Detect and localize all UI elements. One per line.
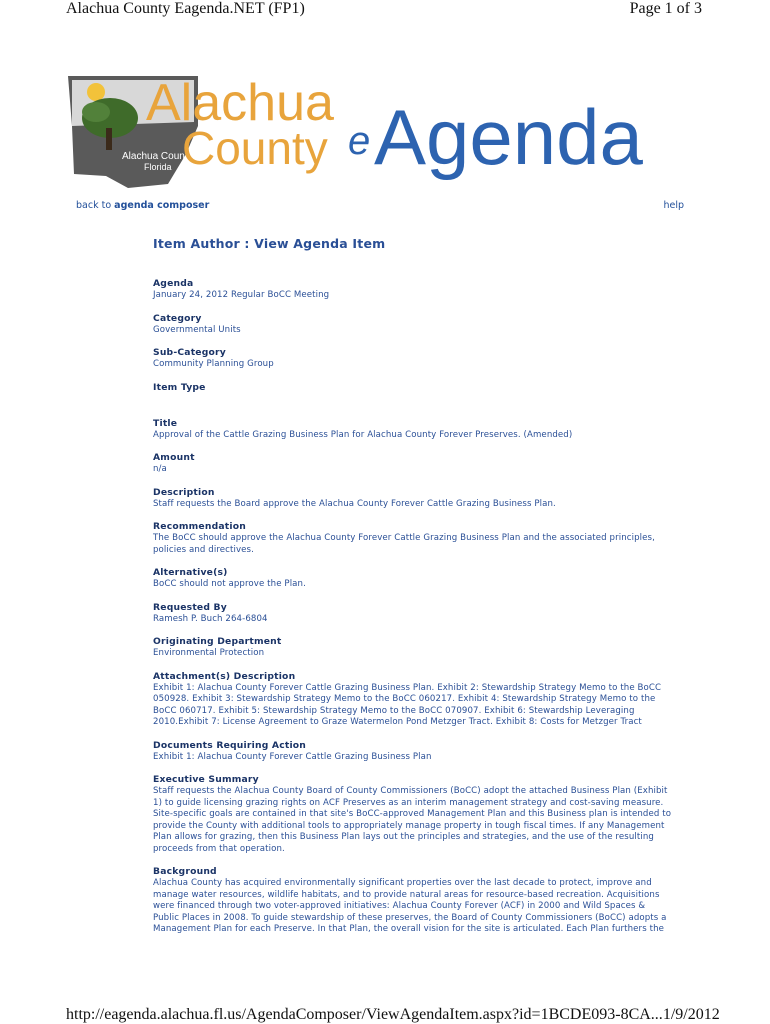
field-label: Attachment(s) Description <box>153 670 296 682</box>
logo-badge-line2: Florida <box>144 162 172 172</box>
field-value: Staff requests the Board approve the Alachua County Forever Cattle Grazing Business Plan. <box>153 498 556 509</box>
field-recommendation <box>153 521 673 556</box>
field-label: Executive Summary <box>153 774 259 785</box>
field-documents-requiring-action <box>153 740 673 764</box>
field-title <box>153 418 673 442</box>
field-label: Originating Department <box>153 636 282 647</box>
field-label: Item Type <box>153 381 206 393</box>
page-nav <box>76 200 684 211</box>
field-label: Sub-Category <box>153 347 226 358</box>
field-value: Exhibit 1: Alachua County Forever Cattle Grazing Business Plan. Exhibit 2: Stewardship Strategy Memo to the BoCC 050928. Exhibit 3: Stewardship Strategy Memo to the BoCC 060217. Exhibit 4: Stewardship Strategy Memo to the BoCC 060717. Exhibit 5: Stewardship Strategy Memo to the BoCC 070907. Exhibit 6: Stewardship Leveraging 2010.Exhibit 7: License Agreement to Graze Watermelon Pond Metzger Tract. Exhibit 8: Costs for Metzger Tract <box>153 682 662 727</box>
field-description <box>153 487 673 511</box>
logo-badge-line1: Alachua County, <box>122 151 195 162</box>
field-label: Documents Requiring Action <box>153 739 307 751</box>
field-value: Approval of the Cattle Grazing Business Plan for Alachua County Forever Preserves. (Amended) <box>153 429 573 440</box>
logo-text-county: County <box>182 122 328 174</box>
field-value: Alachua County has acquired environmentally significant properties over the last decade to protect, improve and manage water resources, wildlife habitats, and to provide natural areas for resource-based recreation. Acquisitions were financed through two voter-approved initiatives: Alachua County Forever (ACF) in 2000 and Wild Spaces & Public Places in 2008. To guide stewardship of these preserves, the Board of County Commissioners (BoCC) adopts a Management Plan for each Preserve. In that Plan, the overall vision for the site is articulated. Each Plan furthers the <box>153 878 667 934</box>
back-prefix: back to <box>76 200 112 211</box>
field-label: Agenda <box>153 278 194 289</box>
print-header-page: Page 1 of 3 <box>629 0 702 17</box>
page-title: Item Author : View Agenda Item <box>153 236 386 251</box>
field-category <box>153 313 673 337</box>
field-value: Ramesh P. Buch 264-6804 <box>153 613 268 624</box>
field-value: Governmental Units <box>153 324 241 335</box>
print-footer-date: 1/9/2012 <box>662 1006 720 1023</box>
print-header-title: Alachua County Eagenda.NET (FP1) <box>66 0 305 17</box>
field-executive-summary <box>153 774 673 855</box>
field-value: BoCC should not approve the Plan. <box>153 579 306 589</box>
field-value: Community Planning Group <box>153 359 274 369</box>
logo-text-agenda: Agenda <box>374 93 643 181</box>
agenda-composer-link[interactable]: agenda composer <box>114 200 210 211</box>
print-header <box>66 0 702 22</box>
field-attachments-description <box>153 671 673 729</box>
sun-icon <box>87 83 105 101</box>
field-item-type <box>153 382 673 394</box>
field-requested-by <box>153 602 673 626</box>
field-label: Recommendation <box>153 521 246 532</box>
tree-trunk-icon <box>106 128 112 150</box>
field-label: Amount <box>153 452 195 463</box>
print-footer <box>66 1006 720 1024</box>
field-value: Exhibit 1: Alachua County Forever Cattle Grazing Business Plan <box>153 751 432 762</box>
field-label: Alternative(s) <box>153 567 228 578</box>
field-label: Category <box>153 312 202 324</box>
field-amount <box>153 452 673 476</box>
help-link[interactable]: help <box>663 200 684 211</box>
print-footer-url: http://eagenda.alachua.fl.us/AgendaComposer/ViewAgendaItem.aspx?id=1BCDE093-8CA... <box>66 1006 663 1023</box>
field-alternatives <box>153 567 673 591</box>
field-value: January 24, 2012 Regular BoCC Meeting <box>153 290 330 300</box>
back-link-wrapper <box>76 200 209 211</box>
field-value: n/a <box>153 464 167 474</box>
field-originating-department <box>153 636 673 660</box>
field-label: Background <box>153 866 217 877</box>
field-label: Title <box>153 417 178 429</box>
field-value: Environmental Protection <box>153 648 265 658</box>
field-background <box>153 866 673 936</box>
field-agenda <box>153 278 673 302</box>
tree-canopy-icon <box>82 102 110 122</box>
agenda-item-content <box>153 236 673 947</box>
field-sub-category <box>153 347 673 371</box>
field-label: Requested By <box>153 601 227 613</box>
alachua-county-eagenda-logo <box>66 66 690 190</box>
field-value: The BoCC should approve the Alachua County Forever Cattle Grazing Business Plan and the associated principles, policies and directives. <box>153 533 655 555</box>
field-label: Description <box>153 486 215 498</box>
logo-text-alachua: Alachua <box>146 74 334 132</box>
logo-text-e: e <box>348 119 371 163</box>
field-value: Staff requests the Alachua County Board of County Commissioners (BoCC) adopt the attached Business Plan (Exhibit 1) to guide licensing grazing rights on ACF Preserves as an interim management strategy and cost-saving measure. Site-specific goals are contained in that site's BoCC-approved Management Plan and this Business plan is intended to provide the County with additional tools to appropriately manage property in tough fiscal times. If any Management Plan allows for grazing, then this Business Plan lays out the principles and strategies, and the use of the resulting proceeds from that operation. <box>153 786 672 854</box>
